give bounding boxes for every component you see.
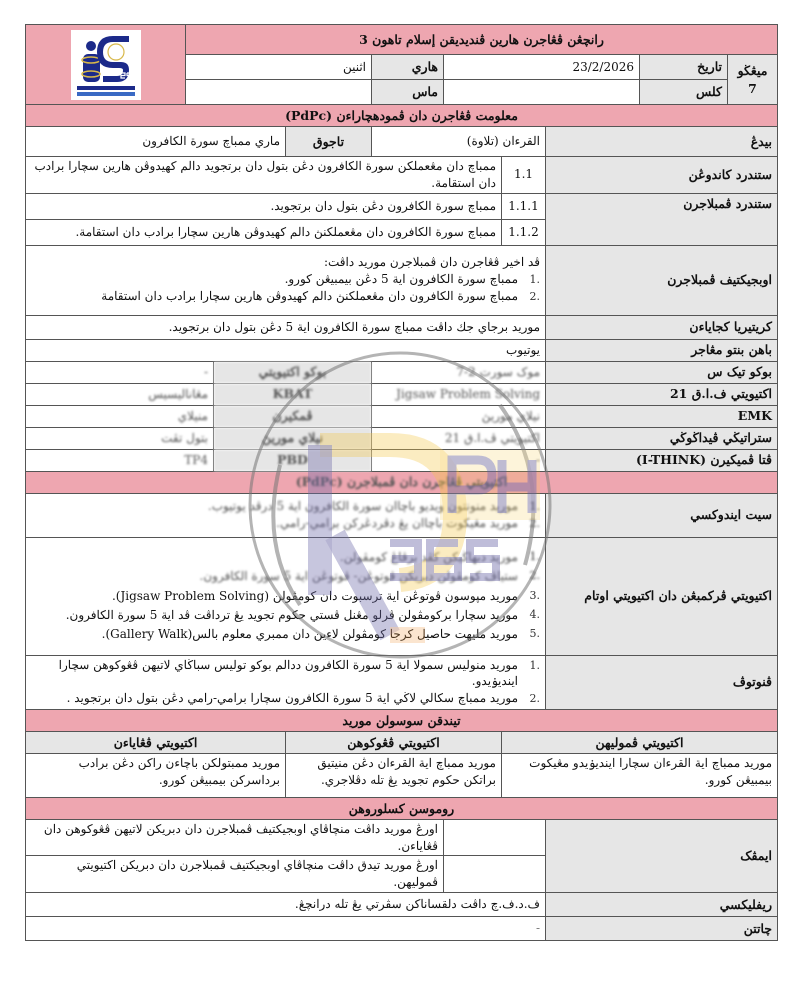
ithink-label: ڤتا ڤميكيرن (I-THINK) [546,449,778,471]
document-title: رانچڠن ڤڠاجرن هارين ڤنديديقن إسلام تاهون 3 [186,25,778,55]
day-value: اثنين [186,55,372,80]
criteria-label: كريتيريا كجاياءن [546,315,778,339]
class-label: كلس [640,80,728,105]
pak21-value: Jigsaw Problem Solving [372,383,546,405]
week-label: ميڠڬو [737,63,768,78]
topic-label: تاجوق [286,127,372,157]
objective-cell [26,245,546,315]
objective-label: اوبجيكتيف ڤمبلاجرن [546,245,778,315]
notes-label: چاتتن [546,916,778,940]
info-section-title: معلومت ڤڠاجرن دان ڤمودهچارا‌ءن (PdPc) [26,105,778,127]
week-value: 7 [748,80,757,96]
followup-remedial-value: موريد ممباچ اية القرءان سچارا اينديۏيدو مڠيكوت بيمبيڠن كورو. [502,753,778,797]
objective-list [31,271,540,306]
reflection-value: ف.د.ف.چ داڤت دلقساناكن سڤرتي يڠ تله درانچڠ. [26,892,546,916]
main-activity-item: .3 موريد مڽوسون ڤوتوڠن اية ترسبوت دان كومڤولن (Jigsaw Problem Solving). [111,588,540,603]
followup-column-enrichment: اكتيويتي ڤڠاياءن [26,731,286,753]
field-label: بيدڠ [546,127,778,157]
content-standard-text: ممباچ دان مڠعملكن سورة الكافرون دڠن بتول دان برتجويد دالم كهيدوڤن هارين سچارا برادب دان استقامة. [26,157,502,194]
objective-item: .1 ممباچ سورة الكافرون اية 5 دڠن بيمبيڠن كورو. [284,271,540,286]
impact-count [444,856,546,893]
thinking-label: ڤمكيرن [214,405,372,427]
topic-value: ماري ممباچ سورة الكافرون [26,127,286,157]
main-activity-item: .5 موريد مليهت حاصيل كرجا كومڤولن لاءين دان ممبري معلوم بالس(Gallery Walk). [101,626,540,641]
closing-list [31,657,540,708]
lesson-plan-document [25,24,777,941]
values-label: نيلاي موريڽ [214,427,372,449]
textbook-value: موک سورت 2-7 [372,361,546,383]
school-logo [71,30,141,100]
values-value: بتول تڤت [26,427,214,449]
learning-standard-code: 1.1.1 [502,193,546,219]
materials-label: باهن بنتو مڠاجر [546,339,778,361]
closing-item: .2 موريد ممباچ سكالي لاڬي اية 5 سورة الكافرون سچارا برامي-رامي دڠن بتول دان برتجويد . [66,691,540,706]
closing-label: ڤنوتوڤ [546,655,778,709]
pbd-value: TP4 [26,449,214,471]
logo-graphic [71,30,141,100]
followup-enrichment-value: موريد ممبتولكن باچاءن راكن دڠن برادب برداسركن بيمبيڠن كورو. [26,753,286,797]
learning-standard-label: ستندرد ڤمبلاجرن [546,193,778,245]
logo-cell [26,25,186,105]
induction-list [31,498,540,533]
materials-value: يوتيوب [26,339,546,361]
main-activity-list [31,548,540,644]
induction-cell [26,493,546,537]
content-standard-code: 1.1 [502,157,546,194]
workbook-label: بوكو اكتيويتي [214,361,372,383]
impact-text: اورڠ موريد داڤت منچاڤاي اوبجيكتيف ڤمبلاجرن دان دبريكن لاتيهن ڤڠوكوهن دان ڤڠاياءن. [26,819,444,856]
emk-label: EMK [546,405,778,427]
followup-column-remedial: اكتيويتي ڤموليهن [502,731,778,753]
date-label: تاريخ [640,55,728,80]
induction-item: .1 موريد منونتون ويديو باچاان سورة الكافرون اية 5 درڤد يوتيوب. [207,498,540,513]
time-value [186,80,372,105]
followup-reinforcement-value: موريد ممباچ اية القرءان دڠن منيتيق براتكن حكوم تجويد يڠ تله دڤلاجري. [286,753,502,797]
time-label: ماس [372,80,444,105]
followup-column-reinforcement: اكتيويتي ڤڠوكوهن [286,731,502,753]
pak21-label: اكتيويتي ف.ا.ق 21 [546,383,778,405]
impact-text: اورڠ موريد تيدق داڤت منچاڤاي اوبجيكتيف ڤمبلاجرن دان دبريكن اكتيويتي ڤموليهن. [26,856,444,893]
reflection-section-title: روموسن كسلوروهن [26,797,778,819]
textbook-label: بوكو تيک س [546,361,778,383]
field-value: القرءان (تلاوة) [372,127,546,157]
thinking-value: منيلاي [26,405,214,427]
activities-section-title: اكتيويتي ڤڠاجرن دان ڤمبلاجرن (PdPc) [26,471,778,493]
notes-value: - [26,916,546,940]
main-activity-item: .2 ستياڤ كومڤولن دبريكن ڤوتوڠن- ڤوتوڠن اية 5 سورة الكافرون. [199,569,540,584]
main-activity-cell [26,537,546,655]
kbat-value: مڠاناليسيس [26,383,214,405]
strategy-label: ستراتيڬي ڤيداڬوڬي [546,427,778,449]
date-value: 23/2/2026 [444,55,640,80]
learning-standard-text: ممباچ سورة الكافرون دڠن بتول دان برتجويد. [26,193,502,219]
learning-standard-code: 1.1.2 [502,219,546,245]
class-value [444,80,640,105]
week-cell [728,55,778,105]
followup-section-title: تيندقن سوسولن موريد [26,709,778,731]
closing-cell [26,655,546,709]
emk-value: نيلاي موريڽ [372,405,546,427]
pbd-label: PBD [214,449,372,471]
main-activity-item: .4 موريد سچارا بركومڤولن ڤرلو مڠنل ڤستي حكوم تجويد يڠ ترداڤت ڤد اية 5 سورة الكافرون. [65,607,540,622]
objective-intro: ڤد اخير ڤڠاجرن دان ڤمبلاجرن موريد داڤت: [323,255,540,270]
lesson-plan-table [25,24,778,941]
reflection-label: ريفليكسي [546,892,778,916]
impact-label: ايمڤک [546,819,778,892]
content-standard-label: ستندرد كاندوڠن [546,157,778,194]
induction-label: سيت ايندوكسي [546,493,778,537]
day-label: هاري [372,55,444,80]
closing-item: .1 موريد منوليس سمولا اية 5 سورة الكافرون ددالم بوكو توليس سباڬاي لاتيهن ڤڠوكوهن سچارا اينديۏيدو. [58,657,540,689]
objective-item: .2 ممباچ سورة الكافرون دان مڠعملكنڽ دالم كهيدوڤن هارين سچارا برادب دان استقامة [101,289,540,304]
ithink-value: - [372,449,546,471]
induction-item: .2 موريد مڠيكوت باچاان يڠ دڤردڠركن برامي-رامي. [276,516,540,531]
main-activity-item: .1 موريد دبهاڬيكن كڤد برڤاڠ كومڤولن. [339,550,540,565]
kbat-label: KBAT [214,383,372,405]
main-activity-label: اكتيويتي ڤركمبڠن دان اكتيويتي اوتام [546,537,778,655]
workbook-value: - [26,361,214,383]
impact-count [444,819,546,856]
strategy-value: اكتيويتي ڤ.ا.ق 21 [372,427,546,449]
criteria-value: موريد برجاي جك داڤت ممباچ سورة الكافرون اية 5 دڠن بتول دان برتجويد. [26,315,546,339]
learning-standard-text: ممباچ سورة الكافرون دان مڠعملكنڽ دالم كهيدوڤن هارين سچارا برادب دان استقامة. [26,219,502,245]
